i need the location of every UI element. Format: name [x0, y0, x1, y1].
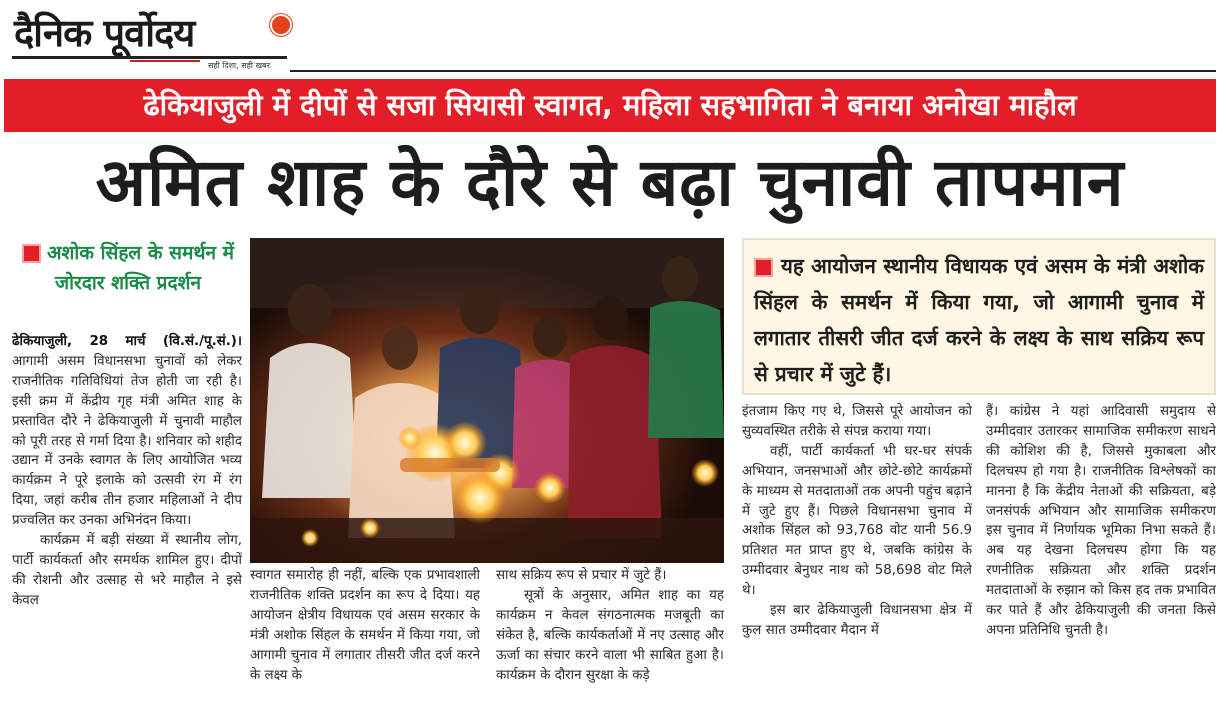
main-headline: अमित शाह के दौरे से बढ़ा चुनावी तापमान — [95, 144, 1125, 221]
dateline: ढेकियाजुली, 28 मार्च (वि.सं./पू.सं.)। — [12, 334, 242, 349]
masthead-logo-dot — [270, 14, 292, 36]
article-column-1 — [12, 332, 242, 722]
paragraph: सूत्रों के अनुसार, अमित शाह का यह कार्यक्रम न केवल संगठनात्मक मजबूती का संकेत है, बल्कि कार्यकर्ताओं में नए उत्साह और ऊर्जा का संचार करने वाला भी साबित हुआ है। कार्यक्रम के दौरान सुरक्षा के कड़े — [496, 587, 724, 683]
top-divider — [290, 70, 1216, 72]
paragraph: इस बार ढेकियाजुली विधानसभा क्षेत्र में कुल सात उम्मीदवार मैदान में — [742, 603, 972, 638]
masthead-rule — [12, 56, 287, 59]
kicker-text: अशोक सिंहल के समर्थन में जोरदार शक्ति प्रदर्शन — [47, 242, 234, 294]
article-column-4 — [742, 402, 972, 722]
strap-headline: ढेकियाजुली में दीपों से सजा सियासी स्वागत, महिला सहभागिता ने बनाया अनोखा माहौल — [4, 79, 1216, 132]
red-square-bullet-icon — [22, 244, 41, 263]
red-square-bullet-icon — [754, 258, 773, 277]
paragraph: आगामी असम विधानसभा चुनावों को लेकर राजनीतिक गतिविधियां तेज होती जा रही है। इसी क्रम में केंद्रीय गृह मंत्री अमित शाह के प्रस्तावित दौरे ने ढेकियाजुली में चुनावी माहौल को पूरी तरह से गर्मा दिया है। शनिवार को शहीद उद्यान में उनके स्वागत के लिए आयोजित भव्य कार्यक्रम ने पूरे इलाके को उत्सवी रंग में रंग दिया, जहां करीब तीन हजार महिलाओं ने दीप प्रज्वलित कर उनका अभिनंदन किया। — [12, 353, 242, 529]
paragraph: वहीं, पार्टी कार्यकर्ता भी घर-घर संपर्क अभियान, जनसभाओं और छोटे-छोटे कार्यक्रमों के माध्यम से मतदाताओं तक अपनी पहुंच बढ़ाने में जुटे हुए हैं। पिछले विधानसभा चुनाव में अशोक सिंहल को 93,768 वोट यानी 56.9 प्रतिशत मत प्राप्त हुए थे, जबकि कांग्रेस के उम्मीदवार बेनुधर नाथ को 58,698 वोट मिले थे। — [742, 443, 972, 599]
masthead-accent-rule — [130, 60, 200, 62]
kicker-box — [12, 238, 244, 330]
paragraph: हैं। कांग्रेस ने यहां आदिवासी समुदाय से उम्मीदवार उतारकर सामाजिक समीकरण साधने की कोशिश की है, जिससे मुकाबला और दिलचस्प हो गया है। राजनीतिक विश्लेषकों का मानना है कि केंद्रीय नेताओं की सक्रियता, बड़े जनसंपर्क अभियान और सामाजिक समीकरण इस चुनाव में निर्णायक भूमिका निभा सकते हैं। अब यह देखना दिलचस्प होगा कि यह रणनीतिक सक्रियता और शक्ति प्रदर्शन मतदाताओं के रुझान को किस हद तक प्रभावित कर पाते हैं और ढेकियाजुली की जनता किसे अपना प्रतिनिधि चुनती है। — [986, 404, 1216, 638]
masthead-title: दैनिक पूर्वोदय — [14, 11, 195, 55]
paragraph: साथ सक्रिय रूप से प्रचार में जुटे हैं। — [496, 568, 667, 583]
paragraph: कार्यक्रम में बड़ी संख्या में स्थानीय लोग, पार्टी कार्यकर्ता और समर्थक शामिल हुए। दीपों की रोशनी और उत्साह से भरे माहौल ने इसे केवल — [12, 533, 242, 608]
photo-illustration — [250, 238, 724, 563]
article-column-3 — [496, 566, 724, 722]
article-column-5 — [986, 402, 1216, 722]
article-column-2 — [250, 566, 480, 722]
paragraph: स्वागत समारोह ही नहीं, बल्कि एक प्रभावशाली राजनीतिक शक्ति प्रदर्शन का रूप दे दिया। यह आयोजन क्षेत्रीय विधायक एवं असम सरकार के मंत्री अशोक सिंहल के समर्थन में किया गया, जो आगामी चुनाव में लगातार तीसरी जीत दर्ज करने के लक्ष्य के — [250, 568, 480, 683]
news-photo — [250, 238, 724, 563]
paragraph: इंतजाम किए गए थे, जिससे पूरे आयोजन को सुव्यवस्थित तरीके से संपन्न कराया गया। — [742, 404, 972, 439]
masthead-tagline: सही दिशा, सही खबर — [208, 61, 270, 70]
pull-quote-box — [742, 238, 1216, 395]
masthead — [12, 6, 287, 74]
pull-quote-text: यह आयोजन स्थानीय विधायक एवं असम के मंत्री अशोक सिंहल के समर्थन में किया गया, जो आगामी चुनाव में लगातार तीसरी जीत दर्ज करने के लक्ष्य के साथ सक्रिय रूप से प्रचार में जुटे हैं। — [754, 254, 1204, 386]
